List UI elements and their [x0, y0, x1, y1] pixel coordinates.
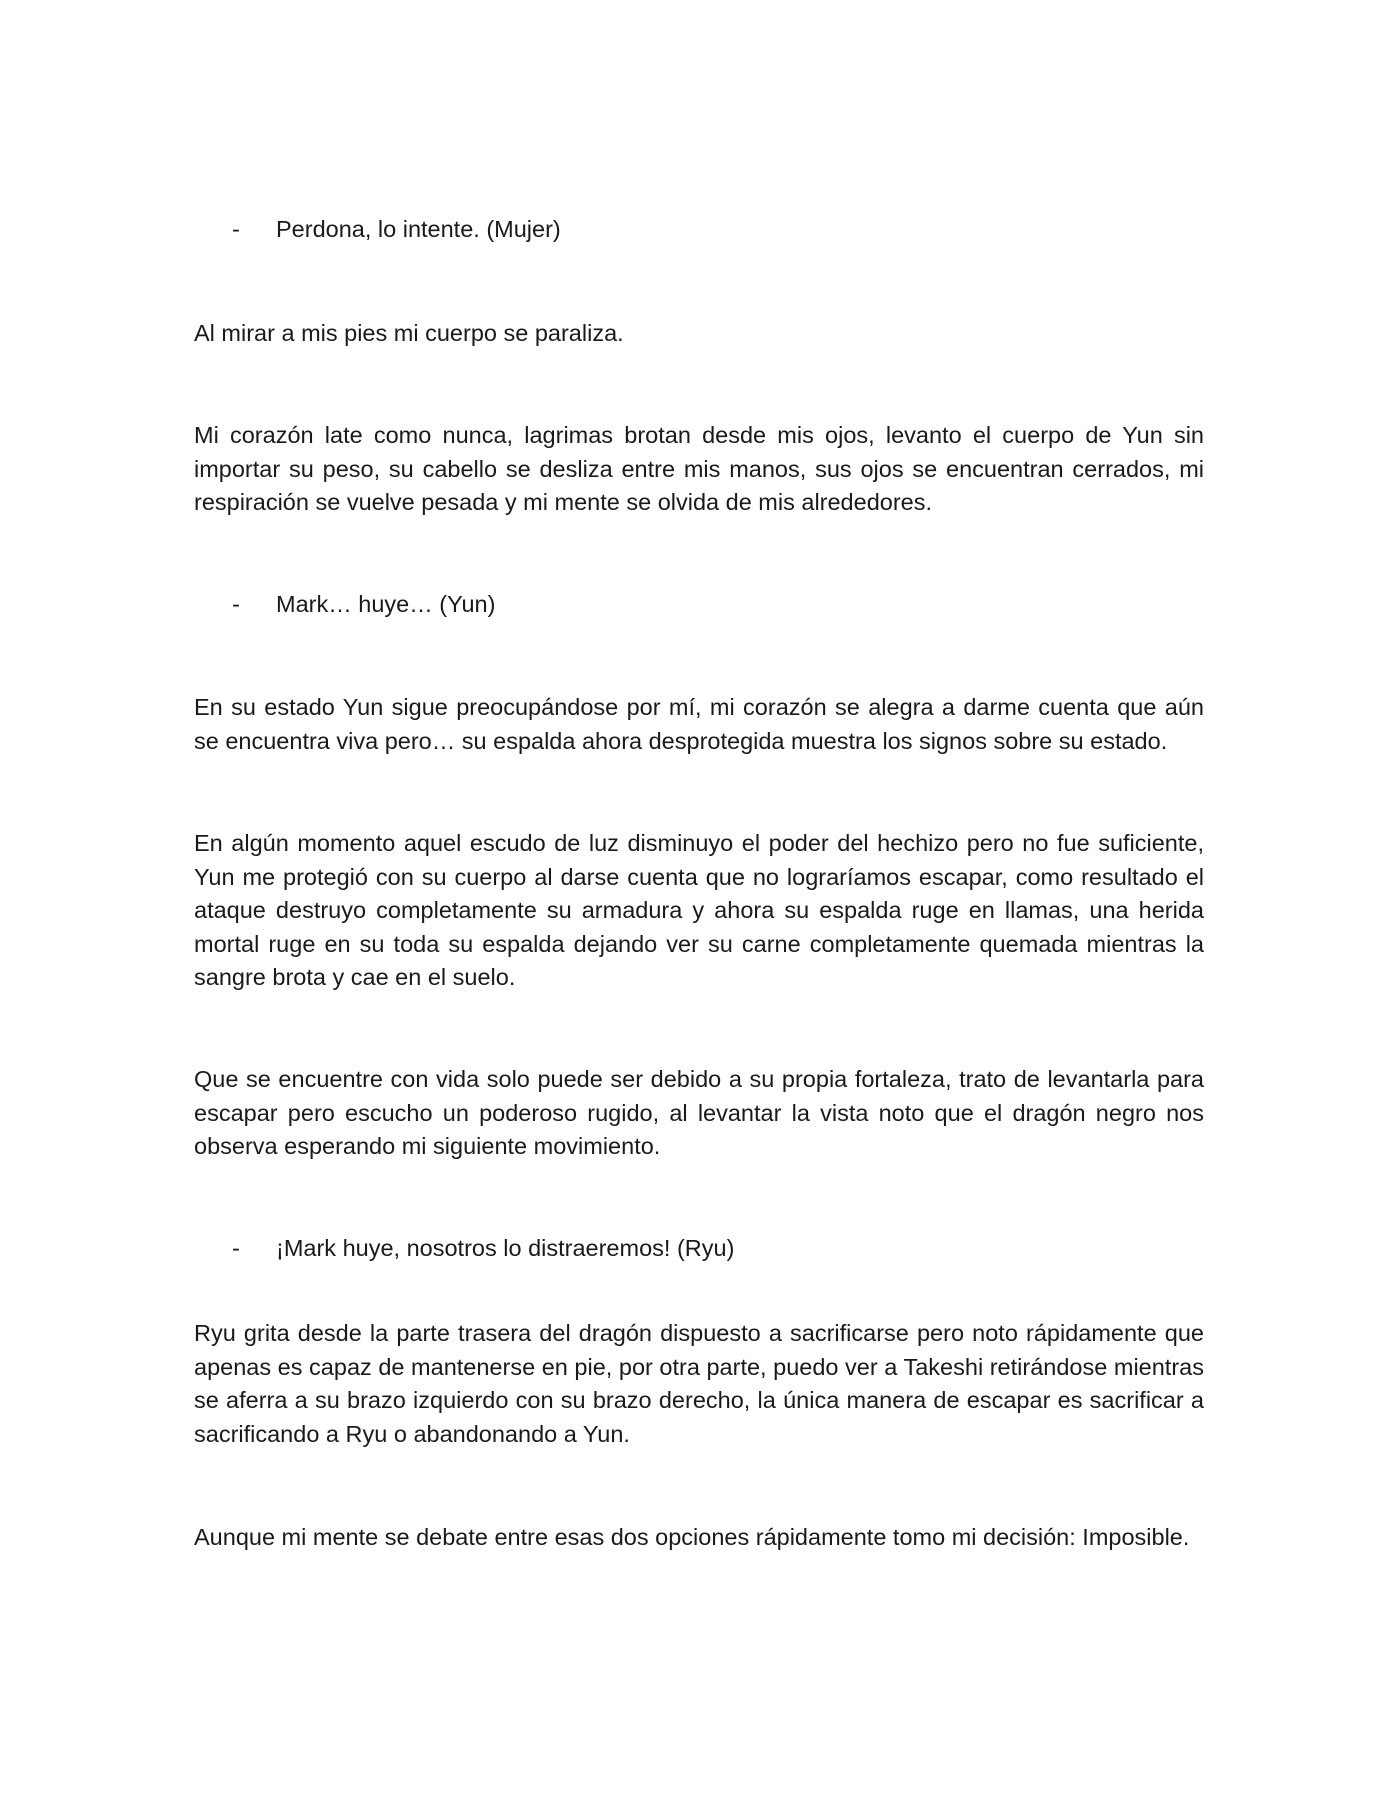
- paragraph: Que se encuentre con vida solo puede ser debido a su propia fortaleza, trato de levantarla para escapar pero escucho un poderoso rugido, al levantar la vista noto que el dragón negro nos observa esperando mi siguiente movimiento.: [194, 1066, 1204, 1159]
- paragraph: Mi corazón late como nunca, lagrimas brotan desde mis ojos, levanto el cuerpo de Yun sin importar su peso, su cabello se desliza entre mis manos, sus ojos se encuentran cerrados, mi respiración se vuelve pesada y mi mente se olvida de mis alrededores.: [194, 422, 1204, 515]
- dialogue-line-ryu: [232, 1232, 1132, 1266]
- dialogue-line-yun: [232, 588, 1132, 622]
- dialogue-dash: -: [232, 1235, 240, 1261]
- dialogue-dash: -: [232, 216, 240, 242]
- dialogue-text: Mark… huye… (Yun): [276, 591, 496, 617]
- paragraph: En su estado Yun sigue preocupándose por mí, mi corazón se alegra a darme cuenta que aún se encuentra viva pero… su espalda ahora desprotegida muestra los signos sobre su estado.: [194, 694, 1204, 754]
- dialogue-text: Perdona, lo intente. (Mujer): [276, 216, 561, 242]
- dialogue-text: ¡Mark huye, nosotros lo distraeremos! (Ryu): [276, 1235, 735, 1261]
- dialogue-line-mujer: [232, 213, 1132, 247]
- paragraph: En algún momento aquel escudo de luz disminuyo el poder del hechizo pero no fue suficiente, Yun me protegió con su cuerpo al darse cuenta que no lograríamos escapar, como resultado el ataque destruyo completamente su armadura y ahora su espalda ruge en llamas, una herida mortal ruge en su toda su espalda dejando ver su carne completamente quemada mientras la sangre brota y cae en el suelo.: [194, 830, 1204, 990]
- paragraph: Ryu grita desde la parte trasera del dragón dispuesto a sacrificarse pero noto rápidamente que apenas es capaz de mantenerse en pie, por otra parte, puedo ver a Takeshi retirándose mientras se aferra a su brazo izquierdo con su brazo derecho, la única manera de escapar es sacrificar a sacrificando a Ryu o abandonando a Yun.: [194, 1320, 1204, 1447]
- paragraph: Al mirar a mis pies mi cuerpo se paraliza.: [194, 320, 624, 346]
- dialogue-dash: -: [232, 591, 240, 617]
- paragraph: Aunque mi mente se debate entre esas dos opciones rápidamente tomo mi decisión: Imposible.: [194, 1524, 1190, 1550]
